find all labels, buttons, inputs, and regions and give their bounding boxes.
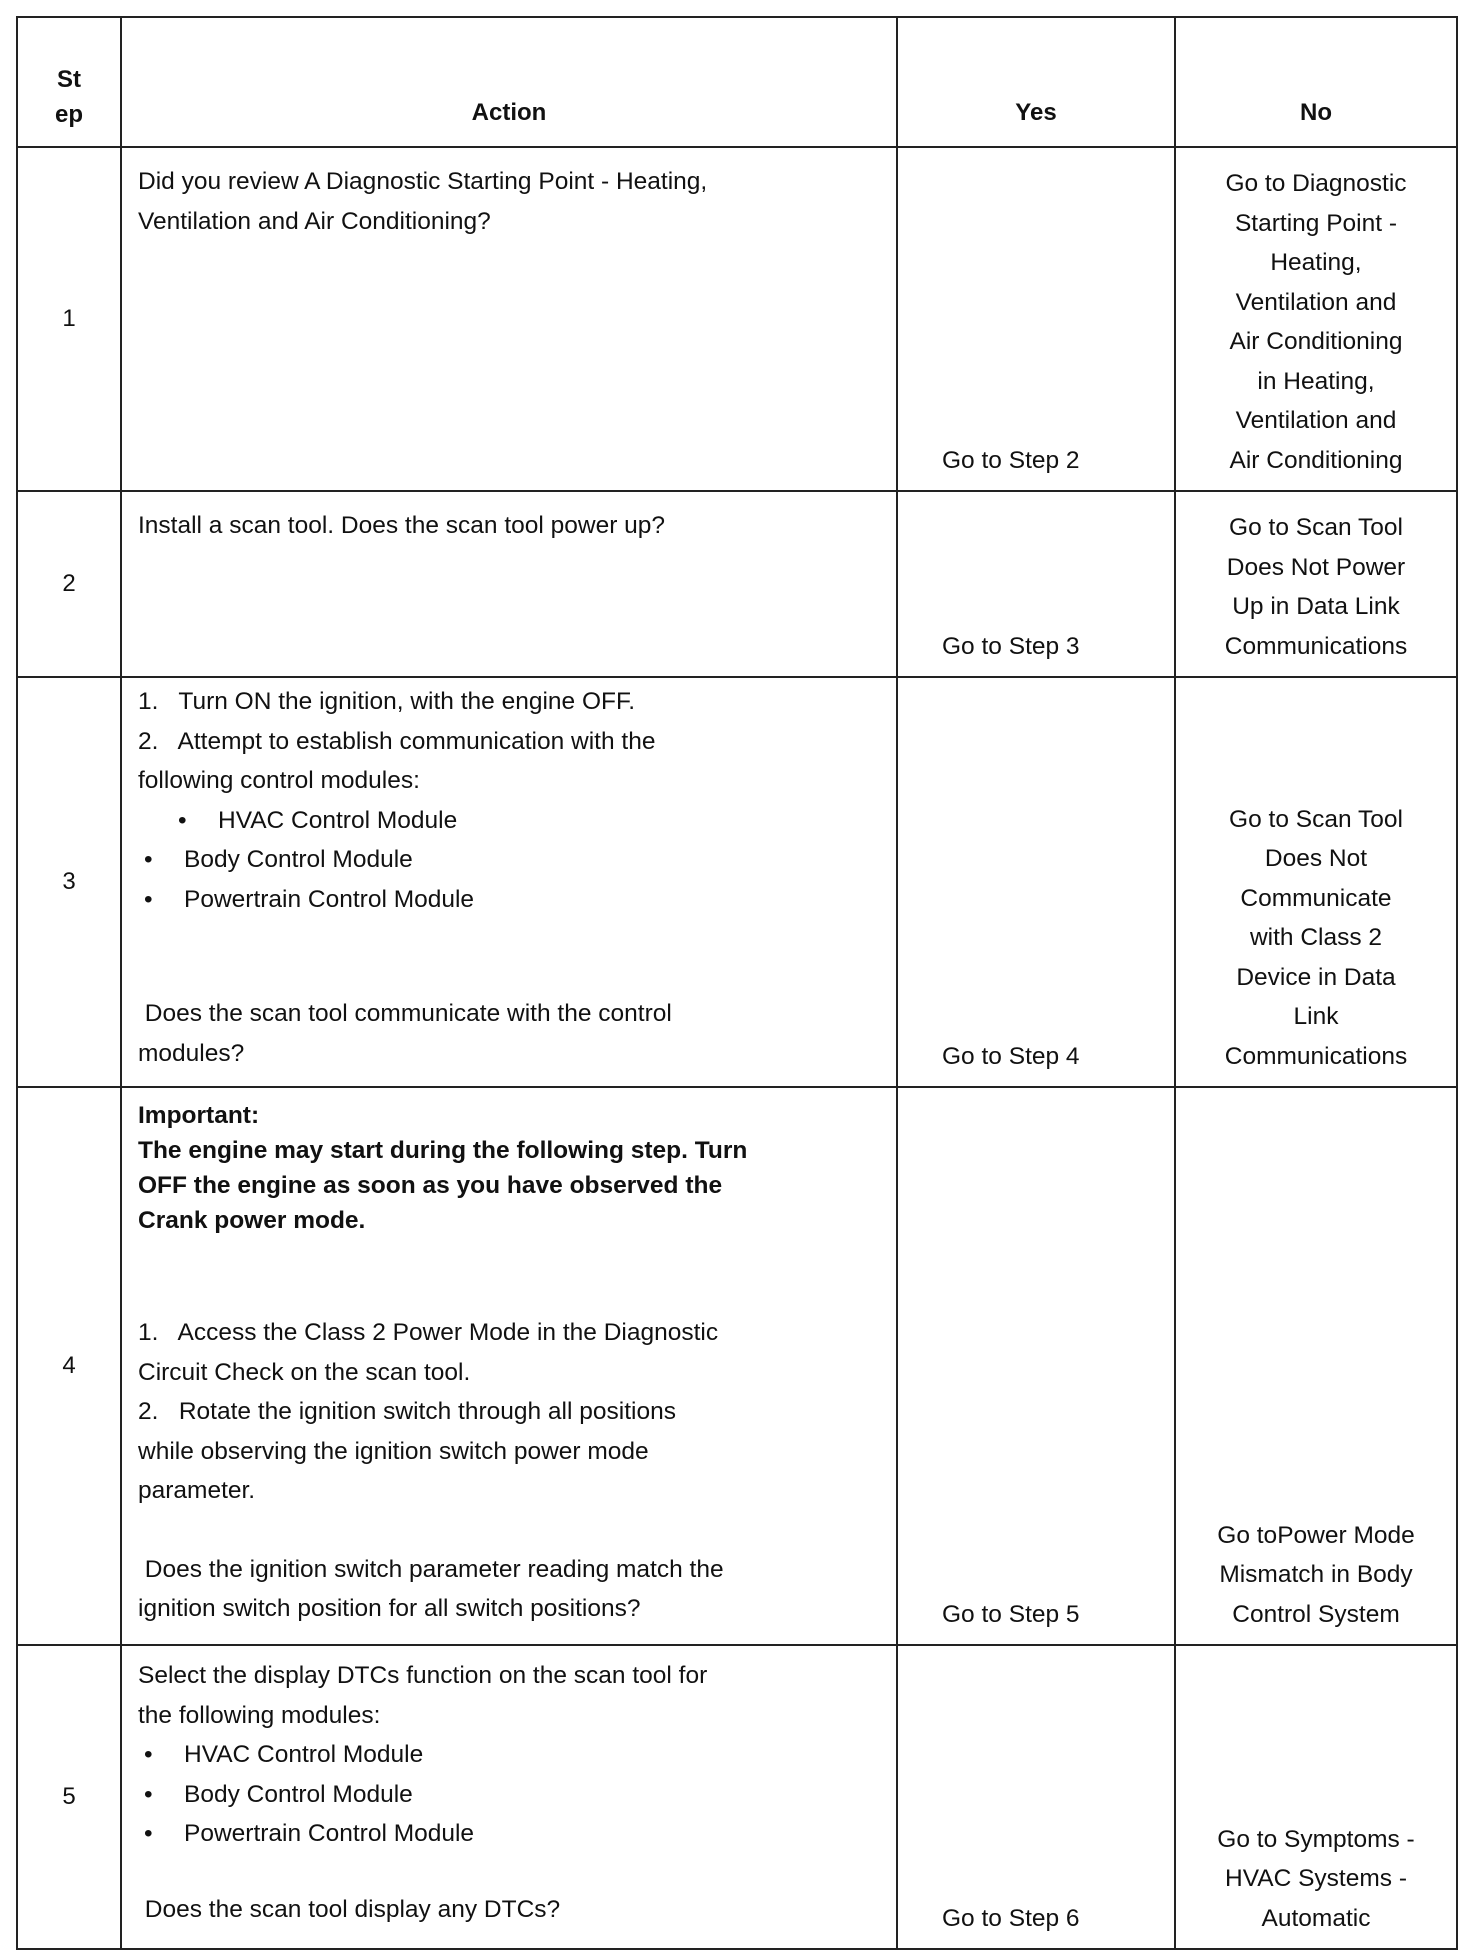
header-no: No xyxy=(1175,17,1457,147)
no-line: Ventilation and xyxy=(1235,288,1397,316)
action-step-line: 2. Rotate the ignition switch through all positions xyxy=(138,1398,676,1425)
table-row xyxy=(17,1087,1457,1645)
action-line: Ventilation and Air Conditioning? xyxy=(138,207,491,235)
no-line: Communicate xyxy=(1240,884,1392,912)
important-line: Crank power mode. xyxy=(138,1207,366,1234)
no-line: Go to Scan Tool xyxy=(1229,805,1403,833)
bullet-symbol: • xyxy=(144,1780,153,1808)
no-line: Air Conditioning xyxy=(1229,328,1403,355)
action-question-line: Does the scan tool communicate with the control xyxy=(138,1000,672,1027)
no-line: Air Conditioning xyxy=(1229,446,1403,474)
bullet-symbol: • xyxy=(144,1741,153,1768)
header-row xyxy=(17,17,1457,147)
action-question-line: Does the ignition switch parameter reading match the xyxy=(138,1555,724,1583)
step-number: 5 xyxy=(17,1645,121,1949)
header-step-label: St ep xyxy=(54,66,83,128)
action-line: Install a scan tool. Does the scan tool power up? xyxy=(138,512,666,539)
bullet-item: • HVAC Control Module xyxy=(138,801,882,841)
action-step-line: while observing the ignition switch power mode xyxy=(138,1437,649,1465)
no-line: Automatic xyxy=(1261,1904,1371,1932)
action-step-line: 1. Access the Class 2 Power Mode in the Diagnostic xyxy=(138,1319,719,1346)
no-line: with Class 2 xyxy=(1249,924,1383,951)
important-line: The engine may start during the following step. Turn xyxy=(138,1137,748,1164)
no-line: Heating, xyxy=(1270,249,1362,276)
no-line: Go to Scan Tool xyxy=(1229,514,1403,541)
yes-cell: Go to Step 4 xyxy=(897,677,1175,1087)
spacer xyxy=(138,1511,882,1550)
action-step-line: parameter. xyxy=(138,1477,256,1504)
bullet-item: • Body Control Module xyxy=(138,1775,882,1815)
diagnostic-table xyxy=(16,16,1458,1950)
step-number: 4 xyxy=(17,1087,121,1645)
action-step-line: 2. Attempt to establish communication with the xyxy=(138,727,656,755)
no-cell xyxy=(1175,491,1457,677)
no-line: Up in Data Link xyxy=(1232,593,1400,620)
header-step xyxy=(17,17,121,147)
no-line: HVAC Systems - xyxy=(1225,1865,1407,1892)
no-line: Starting Point - xyxy=(1234,209,1398,237)
table-row xyxy=(17,491,1457,677)
no-line: Communications xyxy=(1224,632,1408,660)
header-action: Action xyxy=(121,17,897,147)
no-line: Does Not xyxy=(1264,845,1368,872)
no-line: Go to Diagnostic xyxy=(1225,170,1407,197)
header-yes: Yes xyxy=(897,17,1175,147)
action-cell xyxy=(121,491,897,677)
spacer xyxy=(138,1854,882,1890)
action-question-line: Does the scan tool display any DTCs? xyxy=(138,1895,561,1923)
no-line: Does Not Power xyxy=(1226,553,1406,581)
step-number: 3 xyxy=(17,677,121,1087)
spacer xyxy=(138,1238,882,1313)
no-line: in Heating, xyxy=(1257,367,1375,395)
no-line: Go to Symptoms - xyxy=(1217,1825,1415,1853)
bullet-symbol: • xyxy=(144,1820,153,1847)
no-line: Ventilation and xyxy=(1235,407,1397,434)
table-row xyxy=(17,1645,1457,1949)
action-step-line: following control modules: xyxy=(138,767,420,794)
no-line: Control System xyxy=(1232,1600,1400,1628)
table-row xyxy=(17,147,1457,491)
bullet-item: • Powertrain Control Module xyxy=(138,880,882,920)
bullet-item: • Body Control Module xyxy=(138,840,882,880)
action-question-line: modules? xyxy=(138,1039,245,1067)
important-line: OFF the engine as soon as you have observed the xyxy=(138,1172,723,1199)
yes-cell: Go to Step 5 xyxy=(897,1087,1175,1645)
action-question-line: ignition switch position for all switch positions? xyxy=(138,1595,641,1622)
action-step-line: 1. Turn ON the ignition, with the engine OFF. xyxy=(138,688,636,715)
no-line: Link xyxy=(1293,1003,1339,1030)
important-label: Important: xyxy=(138,1102,260,1129)
no-cell xyxy=(1175,677,1457,1087)
action-step-line: Circuit Check on the scan tool. xyxy=(138,1358,471,1386)
action-cell xyxy=(121,677,897,1087)
bullet-item: • HVAC Control Module xyxy=(138,1735,882,1775)
yes-cell: Go to Step 3 xyxy=(897,491,1175,677)
bullet-symbol: • xyxy=(144,846,153,873)
action-intro-line: Select the display DTCs function on the scan tool for xyxy=(138,1662,708,1689)
no-line: Go toPower Mode xyxy=(1217,1521,1415,1549)
no-cell xyxy=(1175,1087,1457,1645)
no-cell xyxy=(1175,147,1457,491)
step-number: 1 xyxy=(17,147,121,491)
no-line: Mismatch in Body xyxy=(1219,1561,1413,1588)
spacer xyxy=(138,919,882,994)
bullet-item: • Powertrain Control Module xyxy=(138,1814,882,1854)
no-line: Device in Data xyxy=(1236,963,1396,991)
yes-cell: Go to Step 2 xyxy=(897,147,1175,491)
table-row xyxy=(17,677,1457,1087)
no-line: Communications xyxy=(1224,1042,1408,1070)
yes-cell: Go to Step 6 xyxy=(897,1645,1175,1949)
action-line: Did you review A Diagnostic Starting Point - Heating, xyxy=(138,168,708,195)
step-number: 2 xyxy=(17,491,121,677)
action-cell xyxy=(121,1087,897,1645)
no-cell xyxy=(1175,1645,1457,1949)
bullet-symbol: • xyxy=(178,806,187,834)
action-cell xyxy=(121,1645,897,1949)
action-cell xyxy=(121,147,897,491)
action-intro-line: the following modules: xyxy=(138,1701,381,1729)
bullet-symbol: • xyxy=(144,885,153,913)
